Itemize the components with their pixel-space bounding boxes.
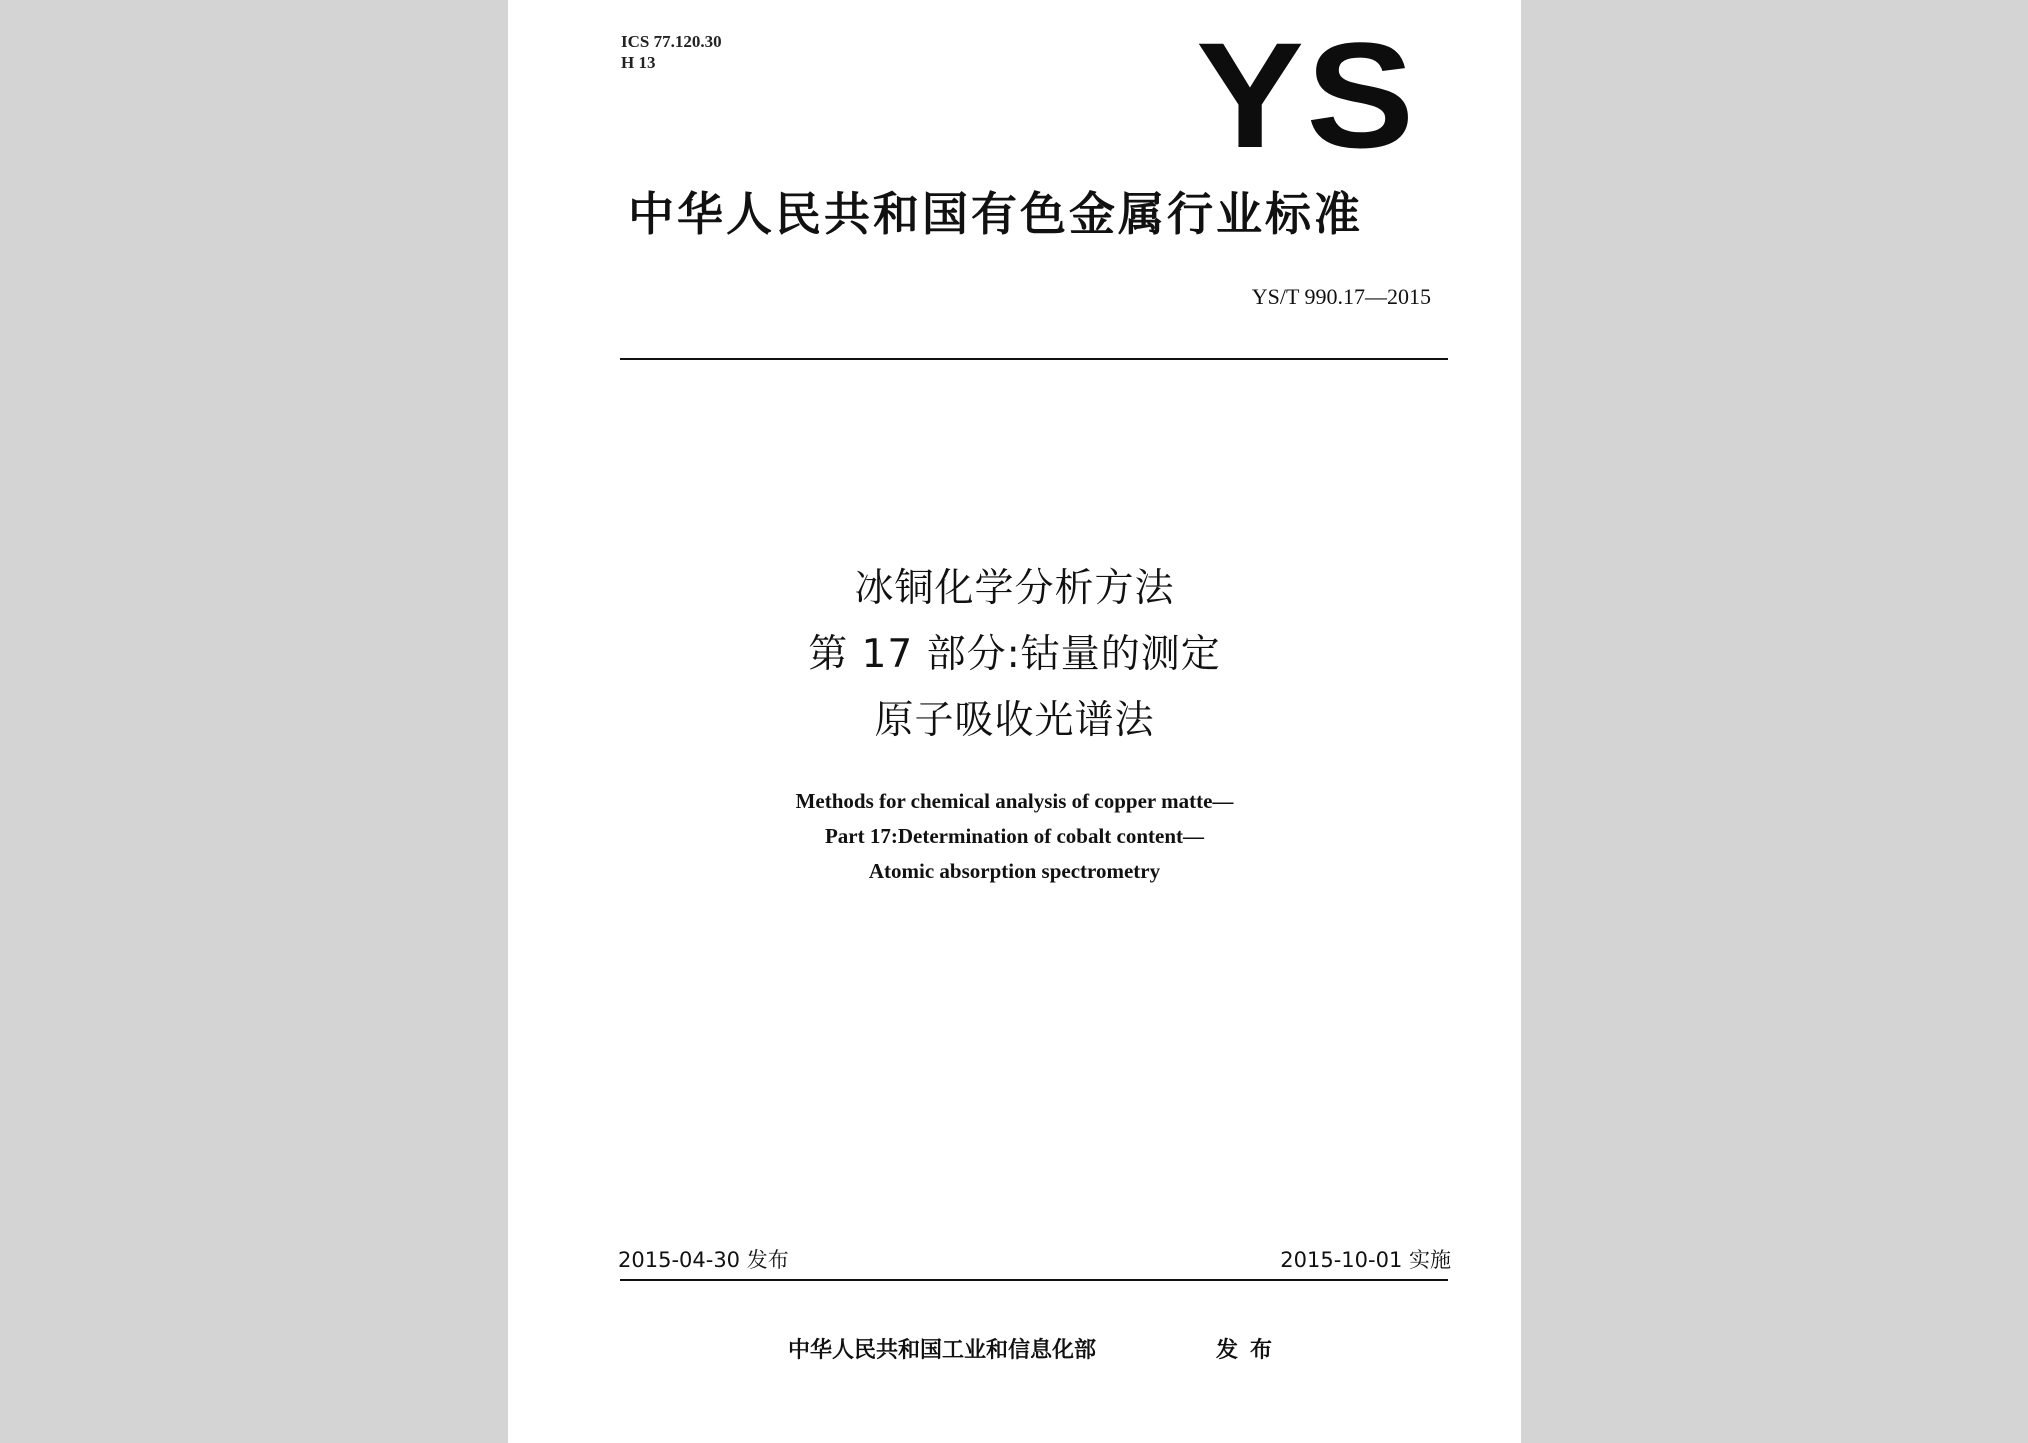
issue-date: 2015-04-30 发布 — [618, 1248, 789, 1272]
chinese-title-line-3: 原子吸收光谱法 — [874, 698, 1155, 743]
english-title-line-1: Methods for chemical analysis of copper matte— — [795, 789, 1234, 813]
english-title-line-3: Atomic absorption spectrometry — [868, 859, 1161, 883]
chinese-title — [508, 556, 1521, 754]
standard-number: YS/T 990.17—2015 — [1251, 284, 1431, 309]
english-title-line-2: Part 17:Determination of cobalt content— — [824, 824, 1205, 848]
english-title — [508, 784, 1521, 889]
chinese-title-line-2: 第 17 部分:钴量的测定 — [808, 632, 1221, 677]
ys-logo: YS — [1196, 11, 1417, 179]
document-page — [508, 0, 1521, 1443]
publish-label: 发布 — [1216, 1338, 1285, 1363]
implementation-date: 2015-10-01 实施 — [1280, 1248, 1451, 1272]
ics-code: ICS 77.120.30 — [621, 32, 722, 51]
publisher: 中华人民共和国工业和信息化部 — [788, 1338, 1097, 1363]
chinese-title-line-1: 冰铜化学分析方法 — [854, 566, 1175, 611]
org-title: 中华人民共和国有色金属行业标准 — [628, 187, 1363, 241]
top-divider — [620, 358, 1448, 360]
ccs-code: H 13 — [621, 53, 656, 72]
bottom-divider — [620, 1279, 1448, 1281]
classification-codes — [621, 31, 722, 73]
